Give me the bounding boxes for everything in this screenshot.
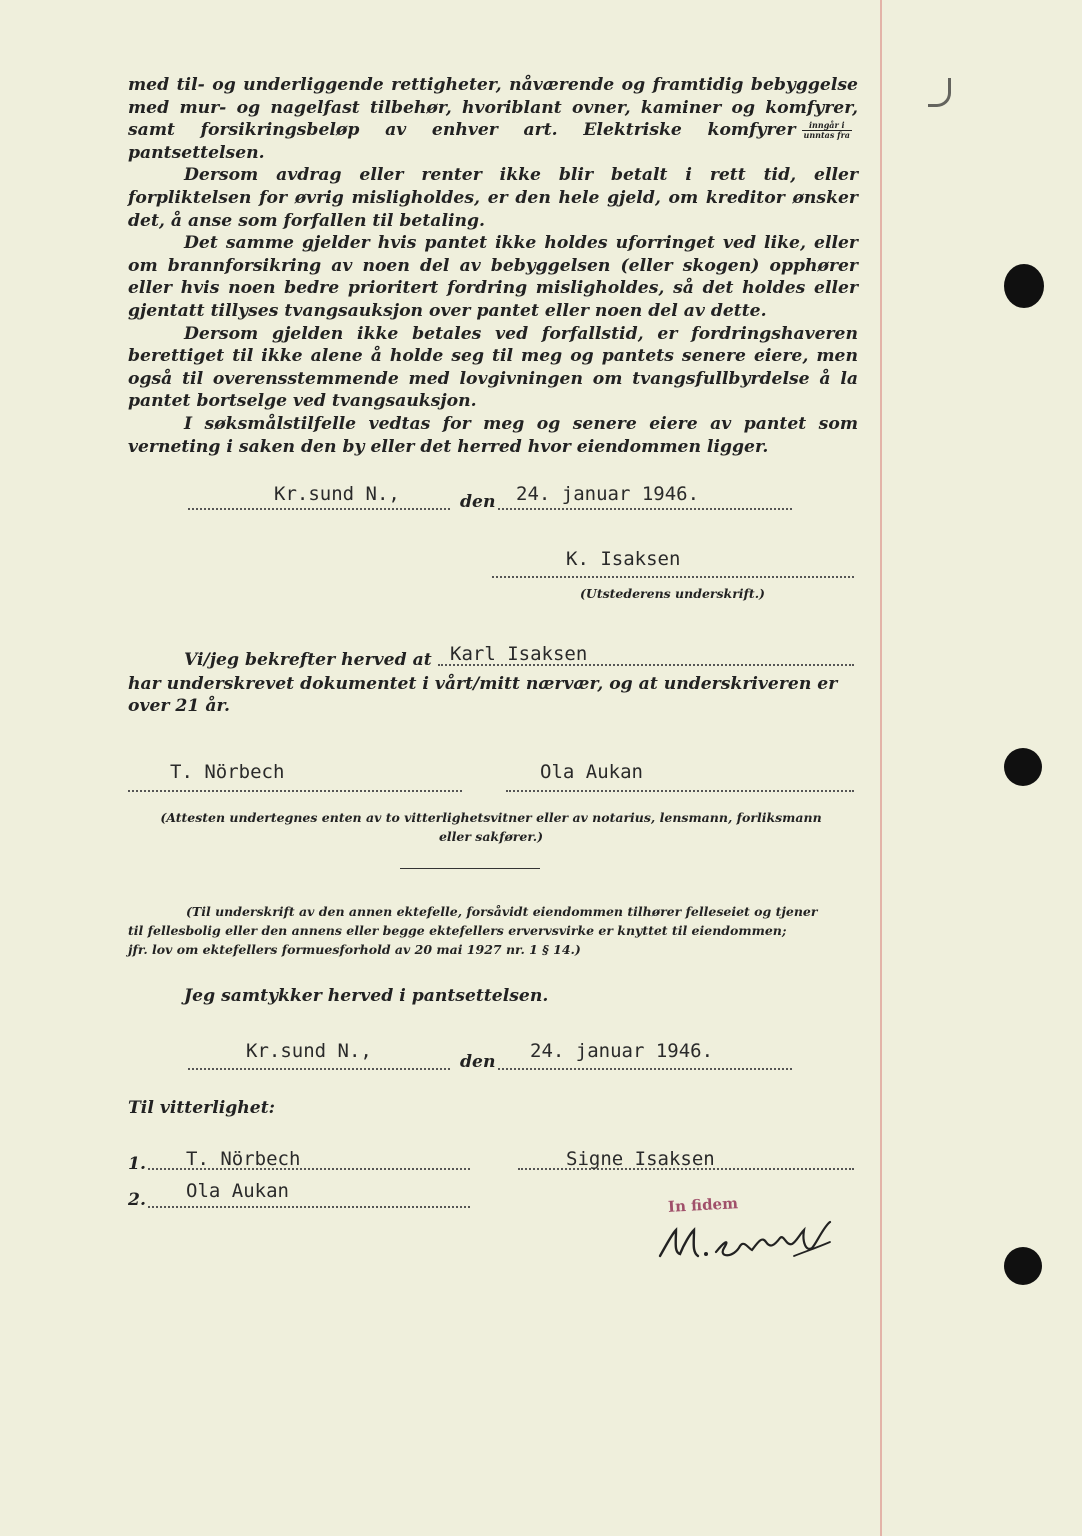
punch-hole [1004, 264, 1044, 308]
consent-text: Jeg samtykker herved i pantsettelsen. [184, 986, 549, 1006]
separator-line [400, 868, 540, 869]
attest-line-3: over 21 år. [128, 696, 230, 716]
paragraph-1: med til- og underliggende rettigheter, nåværende og framtidig bebyggelse med mur- og nagelfast tilbehør, hvoriblant ovner, kaminer og komfyrer, samt forsikringsbeløp av enhver art. Elektriske komfyrer $\frac{\text{inngår i}}{\text{unntas fra}}$ pantsettelsen. [128, 75, 858, 163]
witness-1-line [128, 790, 462, 792]
witness-2-line [506, 790, 854, 792]
place-2: Kr.sund N., [246, 1040, 372, 1062]
punch-hole [1004, 1247, 1042, 1285]
den-label-1: den [460, 492, 496, 512]
attest-lead: Vi/jeg bekrefter herved at [184, 650, 432, 670]
issuer-signature-line [492, 576, 854, 578]
date-1: 24. januar 1946. [516, 483, 700, 505]
witness-1: T. Nörbech [186, 1148, 301, 1170]
witness-number-2: 2. [128, 1190, 146, 1210]
attest-name: Karl Isaksen [450, 643, 588, 665]
fraction-choice: $\frac{\text{inngår i}}{\text{unntas fra}}$ [803, 120, 850, 141]
witness-number-1: 1. [128, 1154, 146, 1174]
handwritten-signature [654, 1212, 844, 1282]
issuer-caption: (Utstederens underskrift.) [580, 586, 765, 601]
date-dotted-line [498, 508, 792, 510]
paragraph-5: I søksmålstilfelle vedtas for meg og senere eiere av pantet som verneting i saken den by eller det herred hvor eiendommen ligger. [128, 413, 858, 457]
in-fidem-stamp: In fidem [667, 1194, 739, 1216]
paragraph-3: Det samme gjelder hvis pantet ikke holdes uforringet ved like, eller om brannforsikring av noen del av bebyggelsen (eller skogen) opphører eller hvis noen bedre prioritert fordring misligholdes, så det holdes eller gjentatt tillyses tvangsauksjon over pantet eller noen del av dette. [128, 233, 858, 321]
date-dotted-line-2 [498, 1068, 792, 1070]
margin-line [880, 0, 882, 1536]
body-text [128, 74, 858, 458]
issuer-name: K. Isaksen [566, 548, 681, 570]
attest-witness-2: Ola Aukan [540, 761, 643, 783]
spouse-note: (Til underskrift av den annen ektefelle, forsåvidt eiendommen tilhører felleseiet og tjener til fellesbolig eller den annens eller begge ektefellers ervervsvirke er knyttet til eiendommen; jfr. lov om ektefellers formuesforhold av 20 mai 1927 nr. 1 § 14.) [128, 904, 818, 957]
place-dotted-line [188, 508, 450, 510]
attest-line-2: har underskrevet dokumentet i vårt/mitt nærvær, og at underskriveren er [128, 674, 838, 694]
place-dotted-line-2 [188, 1068, 450, 1070]
attest-witness-1: T. Nörbech [170, 761, 285, 783]
date-2: 24. januar 1946. [530, 1040, 714, 1062]
witnesses-title: Til vitterlighet: [128, 1098, 276, 1118]
den-label-2: den [460, 1052, 496, 1072]
punch-hole [1004, 748, 1042, 786]
witness-line-2 [148, 1206, 470, 1208]
attest-note: (Attesten undertegnes enten av to vitterlighetsvitner eller av notarius, lensmann, forliksmann eller sakfører.) [160, 810, 822, 844]
witness-2: Ola Aukan [186, 1180, 289, 1202]
edge-mark [928, 78, 951, 107]
paragraph-4: Dersom gjelden ikke betales ved forfallstid, er fordringshaveren berettiget til ikke alene å holde seg til meg og pantets senere eiere, men også til overensstemmende med lovgivningen om tvangsfullbyrdelse å la pantet bortselge ved tvangsauksjon. [128, 323, 858, 412]
place-1: Kr.sund N., [274, 483, 400, 505]
paragraph-2: Dersom avdrag eller renter ikke blir betalt i rett tid, eller forpliktelsen for øvrig misligholdes, er den hele gjeld, om kreditor ønsker det, å anse som forfallen til betaling. [128, 165, 858, 231]
spouse-signature: Signe Isaksen [566, 1148, 715, 1170]
